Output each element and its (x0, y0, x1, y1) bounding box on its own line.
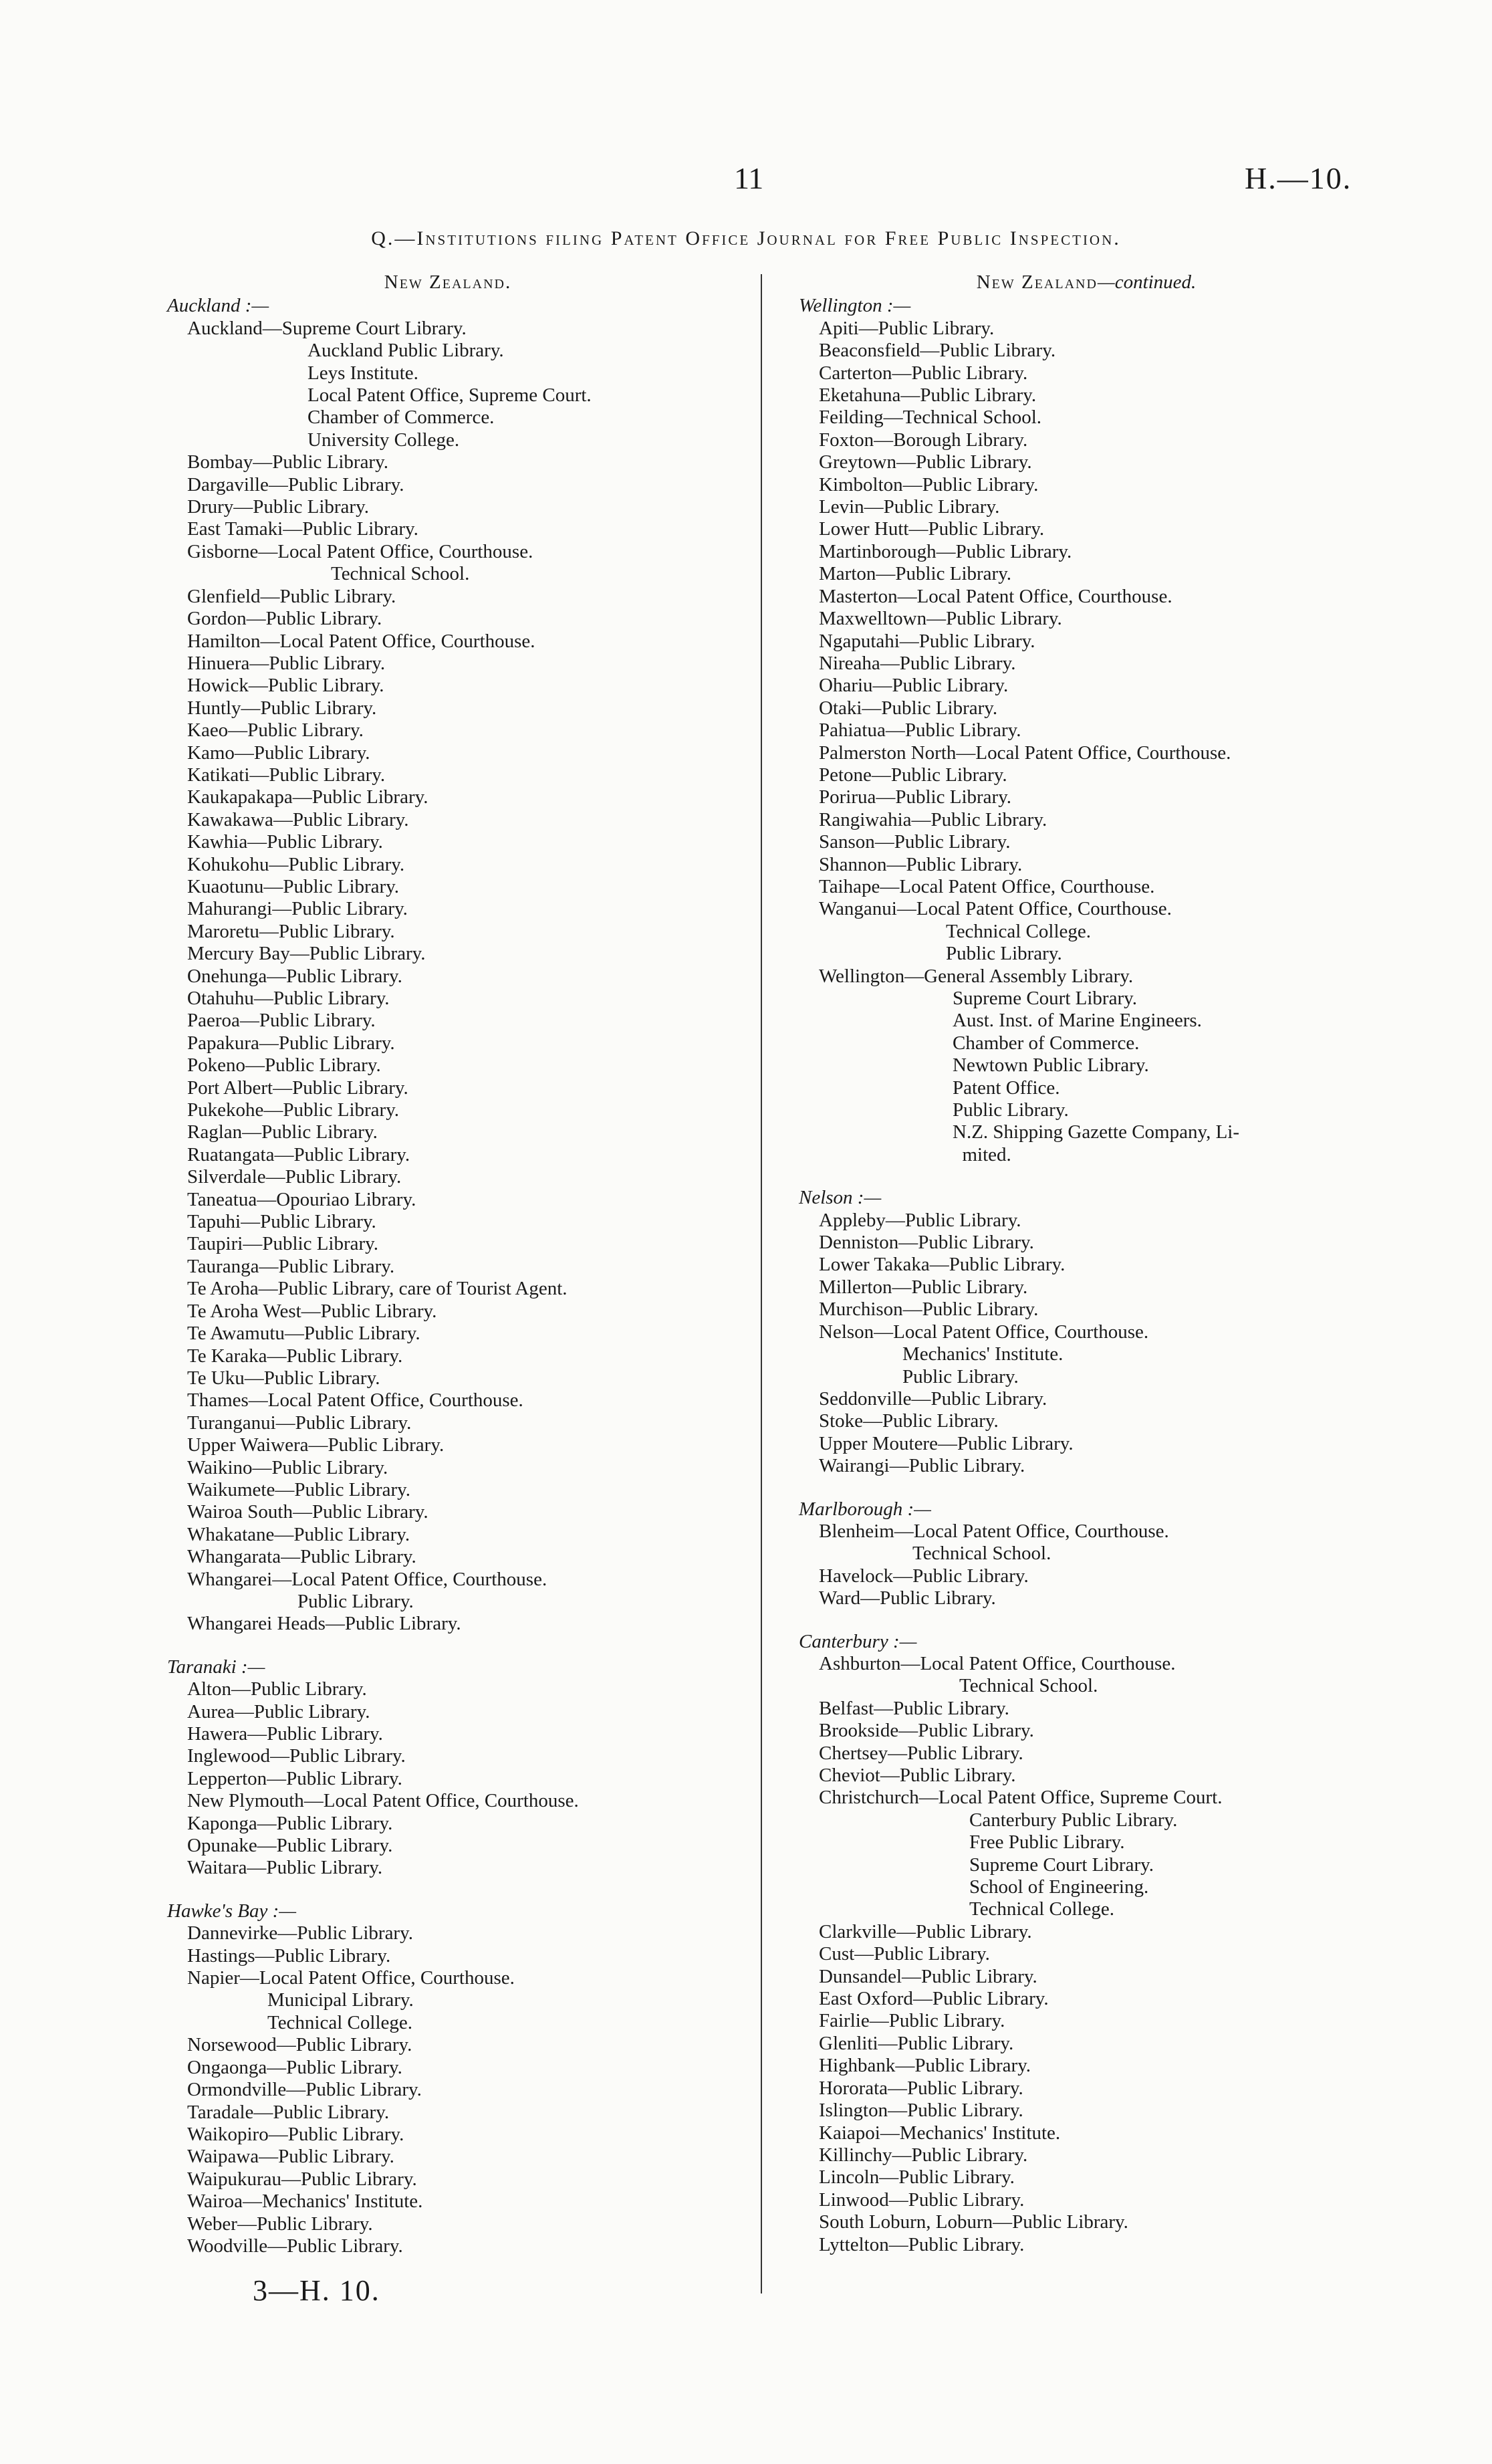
right-region-list (792, 295, 1380, 2256)
library-entry: Eketahuna—Public Library. (819, 384, 1037, 407)
library-entry: Petone—Public Library. (819, 764, 1007, 786)
library-entry: Foxton—Borough Library. (819, 429, 1028, 451)
library-entry: Upper Waiwera—Public Library. (187, 1434, 445, 1456)
library-entry: Waipukurau—Public Library. (187, 2168, 417, 2190)
library-entry: Aurea—Public Library. (187, 1700, 370, 1722)
library-entry: Taihape—Local Patent Office, Courthouse. (819, 875, 1155, 897)
library-entry: Raglan—Public Library. (187, 1121, 378, 1143)
heading-text: New Zealand (976, 271, 1098, 293)
library-entry: Wellington—General Assembly Library. (819, 965, 1134, 987)
library-entry: Tapuhi—Public Library. (187, 1211, 376, 1233)
library-entry: Te Uku—Public Library. (187, 1367, 380, 1389)
library-entry: Linwood—Public Library. (819, 2189, 1025, 2211)
left-region-list (160, 295, 735, 2257)
library-entry: Taradale—Public Library. (187, 2101, 390, 2123)
library-entry: Weber—Public Library. (187, 2213, 373, 2235)
region-name: Nelson :— (799, 1187, 882, 1209)
page-title: Q.—Institutions filing Patent Office Journal for Free Public Inspection. (371, 227, 1121, 249)
library-entry: Gisborne—Local Patent Office, Courthouse. (187, 540, 533, 562)
library-entry: Maxwelltown—Public Library. (819, 608, 1062, 630)
library-entry: Highbank—Public Library. (819, 2055, 1031, 2077)
library-sub-entry: Mechanics' Institute. (902, 1343, 1064, 1365)
library-entry: Sanson—Public Library. (819, 831, 1011, 853)
library-entry: Murchison—Public Library. (819, 1299, 1039, 1321)
library-entry: Islington—Public Library. (819, 2100, 1023, 2122)
region-name: Auckland :— (167, 295, 269, 317)
library-entry: Whangarei—Local Patent Office, Courthouse. (187, 1568, 547, 1590)
library-entry: Dargaville—Public Library. (187, 473, 404, 495)
library-entry: Upper Moutere—Public Library. (819, 1432, 1074, 1454)
region-block (160, 1656, 735, 1880)
library-entry: Beaconsfield—Public Library. (819, 340, 1056, 362)
library-entry: Thames—Local Patent Office, Courthouse. (187, 1389, 523, 1412)
library-entry: Howick—Public Library. (187, 675, 384, 697)
library-entry: Wanganui—Local Patent Office, Courthouse. (819, 898, 1172, 920)
region-name: Hawke's Bay :— (167, 1900, 297, 1922)
library-entry: Chertsey—Public Library. (819, 1742, 1023, 1764)
library-entry: Kuaotunu—Public Library. (187, 875, 400, 897)
library-entry: Ormondville—Public Library. (187, 2079, 422, 2101)
library-entry: Huntly—Public Library. (187, 697, 377, 719)
library-entry: Feilding—Technical School. (819, 407, 1042, 429)
library-entry: Lower Takaka—Public Library. (819, 1254, 1066, 1276)
library-sub-entry: Free Public Library. (969, 1831, 1125, 1854)
page-number: 11 (734, 161, 764, 195)
library-entry: Whangarei Heads—Public Library. (187, 1613, 461, 1635)
library-sub-entry: Newtown Public Library. (953, 1054, 1149, 1077)
library-entry: Inglewood—Public Library. (187, 1745, 406, 1767)
column-divider (761, 274, 762, 2293)
heading-continued: —continued. (1097, 271, 1197, 293)
library-entry: Lower Hutt—Public Library. (819, 518, 1045, 540)
library-sub-entry: Aust. Inst. of Marine Engineers. (953, 1010, 1202, 1032)
library-sub-entry: School of Engineering. (969, 1876, 1149, 1898)
library-entry: Greytown—Public Library. (819, 451, 1032, 473)
library-entry: Paeroa—Public Library. (187, 1010, 376, 1032)
library-entry: New Plymouth—Local Patent Office, Courthouse. (187, 1790, 579, 1812)
library-entry: Fairlie—Public Library. (819, 2010, 1005, 2032)
region-block (160, 295, 735, 1635)
library-entry: Waikumete—Public Library. (187, 1478, 411, 1500)
library-entry: Lepperton—Public Library. (187, 1767, 402, 1789)
library-entry: Ohariu—Public Library. (819, 675, 1009, 697)
library-entry: Whangarata—Public Library. (187, 1546, 416, 1568)
library-entry: Te Aroha West—Public Library. (187, 1300, 437, 1322)
library-entry: Pokeno—Public Library. (187, 1054, 381, 1077)
library-sub-entry: Technical College. (946, 920, 1091, 942)
library-entry: Opunake—Public Library. (187, 1835, 393, 1857)
library-sub-entry: Chamber of Commerce. (953, 1032, 1140, 1054)
library-entry: Porirua—Public Library. (819, 786, 1012, 808)
region-name: Marlborough :— (799, 1498, 931, 1520)
library-entry: Turanganui—Public Library. (187, 1412, 412, 1434)
library-sub-entry: Public Library. (946, 943, 1062, 965)
library-sub-entry: Public Library. (297, 1590, 414, 1612)
library-sub-entry: mited. (953, 1143, 1011, 1165)
library-entry: Apiti—Public Library. (819, 317, 995, 339)
library-entry: Waipawa—Public Library. (187, 2146, 394, 2168)
library-sub-entry: Leys Institute. (307, 362, 418, 384)
column-heading-left: New Zealand. (384, 271, 512, 293)
library-entry: Blenheim—Local Patent Office, Courthouse. (819, 1520, 1169, 1542)
library-entry: Appleby—Public Library. (819, 1209, 1021, 1231)
region-name: Wellington :— (799, 295, 911, 317)
library-entry: Te Aroha—Public Library, care of Tourist Agent. (187, 1278, 568, 1300)
library-entry: Drury—Public Library. (187, 496, 369, 518)
library-entry: Kimbolton—Public Library. (819, 473, 1039, 495)
library-entry: Wairangi—Public Library. (819, 1455, 1025, 1477)
library-entry: Tauranga—Public Library. (187, 1255, 395, 1277)
library-entry: Kawakawa—Public Library. (187, 808, 409, 830)
library-entry: Clarkville—Public Library. (819, 1920, 1032, 1942)
library-entry: Ashburton—Local Patent Office, Courthouse. (819, 1652, 1176, 1674)
library-entry: Alton—Public Library. (187, 1678, 367, 1700)
library-entry: Havelock—Public Library. (819, 1565, 1029, 1587)
library-entry: Martinborough—Public Library. (819, 540, 1072, 562)
library-entry: Gordon—Public Library. (187, 608, 382, 630)
library-entry: Taneatua—Opouriao Library. (187, 1188, 416, 1210)
library-entry: Kaiapoi—Mechanics' Institute. (819, 2122, 1061, 2144)
library-sub-entry: Canterbury Public Library. (969, 1809, 1178, 1831)
library-entry: Levin—Public Library. (819, 496, 1000, 518)
library-entry: Te Karaka—Public Library. (187, 1345, 403, 1367)
library-entry: Lyttelton—Public Library. (819, 2233, 1025, 2255)
library-entry: Kaeo—Public Library. (187, 719, 364, 742)
column-heading-right (792, 271, 1380, 294)
region-block (160, 1900, 735, 2258)
library-entry: Denniston—Public Library. (819, 1232, 1034, 1254)
library-sub-entry: Technical College. (969, 1898, 1114, 1920)
region-name: Canterbury :— (799, 1630, 917, 1652)
library-entry: Belfast—Public Library. (819, 1697, 1009, 1719)
library-entry: Brookside—Public Library. (819, 1720, 1034, 1742)
library-entry: Rangiwahia—Public Library. (819, 808, 1047, 830)
library-entry: Waikopiro—Public Library. (187, 2123, 404, 2145)
library-entry: Lincoln—Public Library. (819, 2166, 1015, 2189)
library-entry: Kawhia—Public Library. (187, 831, 383, 853)
library-entry: Hororata—Public Library. (819, 2077, 1023, 2099)
region-block (792, 1631, 1380, 2256)
region-block (792, 1187, 1380, 1477)
library-entry: Dannevirke—Public Library. (187, 1922, 413, 1944)
library-sub-entry: Public Library. (953, 1099, 1069, 1121)
library-entry: Port Albert—Public Library. (187, 1077, 408, 1099)
library-entry: Glenfield—Public Library. (187, 585, 396, 607)
library-sub-entry: Technical School. (331, 563, 470, 585)
library-entry: Stoke—Public Library. (819, 1410, 999, 1432)
library-sub-entry: Municipal Library. (267, 1989, 414, 2011)
library-entry: South Loburn, Loburn—Public Library. (819, 2211, 1128, 2233)
library-entry: Mercury Bay—Public Library. (187, 943, 426, 965)
region-block (792, 1498, 1380, 1610)
region-name: Taranaki :— (167, 1656, 265, 1678)
library-entry: Millerton—Public Library. (819, 1276, 1028, 1298)
library-entry: Taupiri—Public Library. (187, 1233, 379, 1255)
library-entry: Kamo—Public Library. (187, 742, 370, 764)
library-sub-entry: Technical School. (912, 1543, 1051, 1565)
library-sub-entry: University College. (307, 429, 460, 451)
library-entry: Wairoa South—Public Library. (187, 1501, 428, 1523)
library-entry: Ruatangata—Public Library. (187, 1143, 410, 1165)
library-entry: Norsewood—Public Library. (187, 2034, 412, 2056)
library-entry: Napier—Local Patent Office, Courthouse. (187, 1967, 515, 1989)
library-entry: Killinchy—Public Library. (819, 2144, 1028, 2166)
library-entry: Hinuera—Public Library. (187, 652, 386, 674)
library-entry: Kaukapakapa—Public Library. (187, 786, 428, 808)
library-entry: Otaki—Public Library. (819, 697, 998, 719)
library-entry: Hastings—Public Library. (187, 1944, 391, 1967)
library-sub-entry: Public Library. (902, 1365, 1019, 1387)
library-entry: Papakura—Public Library. (187, 1032, 395, 1054)
library-entry: Hawera—Public Library. (187, 1723, 383, 1745)
library-sub-entry: Supreme Court Library. (953, 988, 1137, 1009)
library-sub-entry: Patent Office. (953, 1077, 1060, 1099)
library-entry: Christchurch—Local Patent Office, Supreme Court. (819, 1787, 1223, 1809)
library-entry: Onehunga—Public Library. (187, 965, 402, 987)
library-entry: Otahuhu—Public Library. (187, 988, 390, 1009)
library-entry: Hamilton—Local Patent Office, Courthouse. (187, 630, 535, 652)
library-entry: Ward—Public Library. (819, 1587, 996, 1609)
library-entry: Nireaha—Public Library. (819, 652, 1016, 674)
library-entry: Pukekohe—Public Library. (187, 1099, 400, 1121)
library-entry: Te Awamutu—Public Library. (187, 1323, 420, 1345)
library-sub-entry: Technical College. (267, 2011, 412, 2033)
region-block (792, 295, 1380, 1166)
library-entry: Auckland—Supreme Court Library. (187, 317, 467, 339)
library-entry: Dunsandel—Public Library. (819, 1965, 1037, 1987)
library-entry: Ongaonga—Public Library. (187, 2056, 402, 2078)
library-entry: Seddonville—Public Library. (819, 1387, 1047, 1410)
library-sub-entry: N.Z. Shipping Gazette Company, Li- (953, 1121, 1240, 1143)
library-entry: Pahiatua—Public Library. (819, 719, 1021, 742)
left-column (160, 271, 735, 2278)
library-entry: Waitara—Public Library. (187, 1857, 383, 1879)
library-entry: Palmerston North—Local Patent Office, Courthouse. (819, 742, 1231, 764)
library-sub-entry: Supreme Court Library. (969, 1854, 1154, 1876)
library-entry: Cheviot—Public Library. (819, 1765, 1016, 1786)
library-entry: Glenliti—Public Library. (819, 2032, 1014, 2054)
library-entry: Masterton—Local Patent Office, Courthouse. (819, 585, 1172, 607)
library-sub-entry: Technical School. (959, 1675, 1098, 1697)
library-sub-entry: Chamber of Commerce. (307, 407, 495, 429)
library-entry: Woodville—Public Library. (187, 2235, 403, 2257)
library-entry: Wairoa—Mechanics' Institute. (187, 2191, 423, 2213)
library-entry: Katikati—Public Library. (187, 764, 386, 786)
library-entry: Shannon—Public Library. (819, 853, 1023, 875)
library-entry: Kohukohu—Public Library. (187, 853, 405, 875)
library-entry: Cust—Public Library. (819, 1943, 990, 1965)
library-entry: Mahurangi—Public Library. (187, 898, 408, 920)
library-sub-entry: Local Patent Office, Supreme Court. (307, 384, 592, 407)
library-entry: Waikino—Public Library. (187, 1456, 388, 1478)
library-entry: Marton—Public Library. (819, 563, 1012, 585)
library-entry: Bombay—Public Library. (187, 451, 388, 473)
library-entry: Nelson—Local Patent Office, Courthouse. (819, 1321, 1149, 1343)
right-column (792, 271, 1380, 2277)
signature-reference: 3—H. 10. (253, 2274, 380, 2307)
library-sub-entry: Auckland Public Library. (307, 340, 504, 362)
library-entry: Carterton—Public Library. (819, 362, 1028, 384)
document-reference: H.—10. (1245, 161, 1352, 195)
library-entry: Kaponga—Public Library. (187, 1812, 393, 1834)
library-entry: East Oxford—Public Library. (819, 1988, 1049, 2010)
library-entry: Silverdale—Public Library. (187, 1166, 402, 1188)
library-entry: Ngaputahi—Public Library. (819, 630, 1035, 652)
library-entry: Maroretu—Public Library. (187, 920, 395, 942)
library-entry: East Tamaki—Public Library. (187, 518, 418, 540)
library-entry: Whakatane—Public Library. (187, 1523, 410, 1545)
